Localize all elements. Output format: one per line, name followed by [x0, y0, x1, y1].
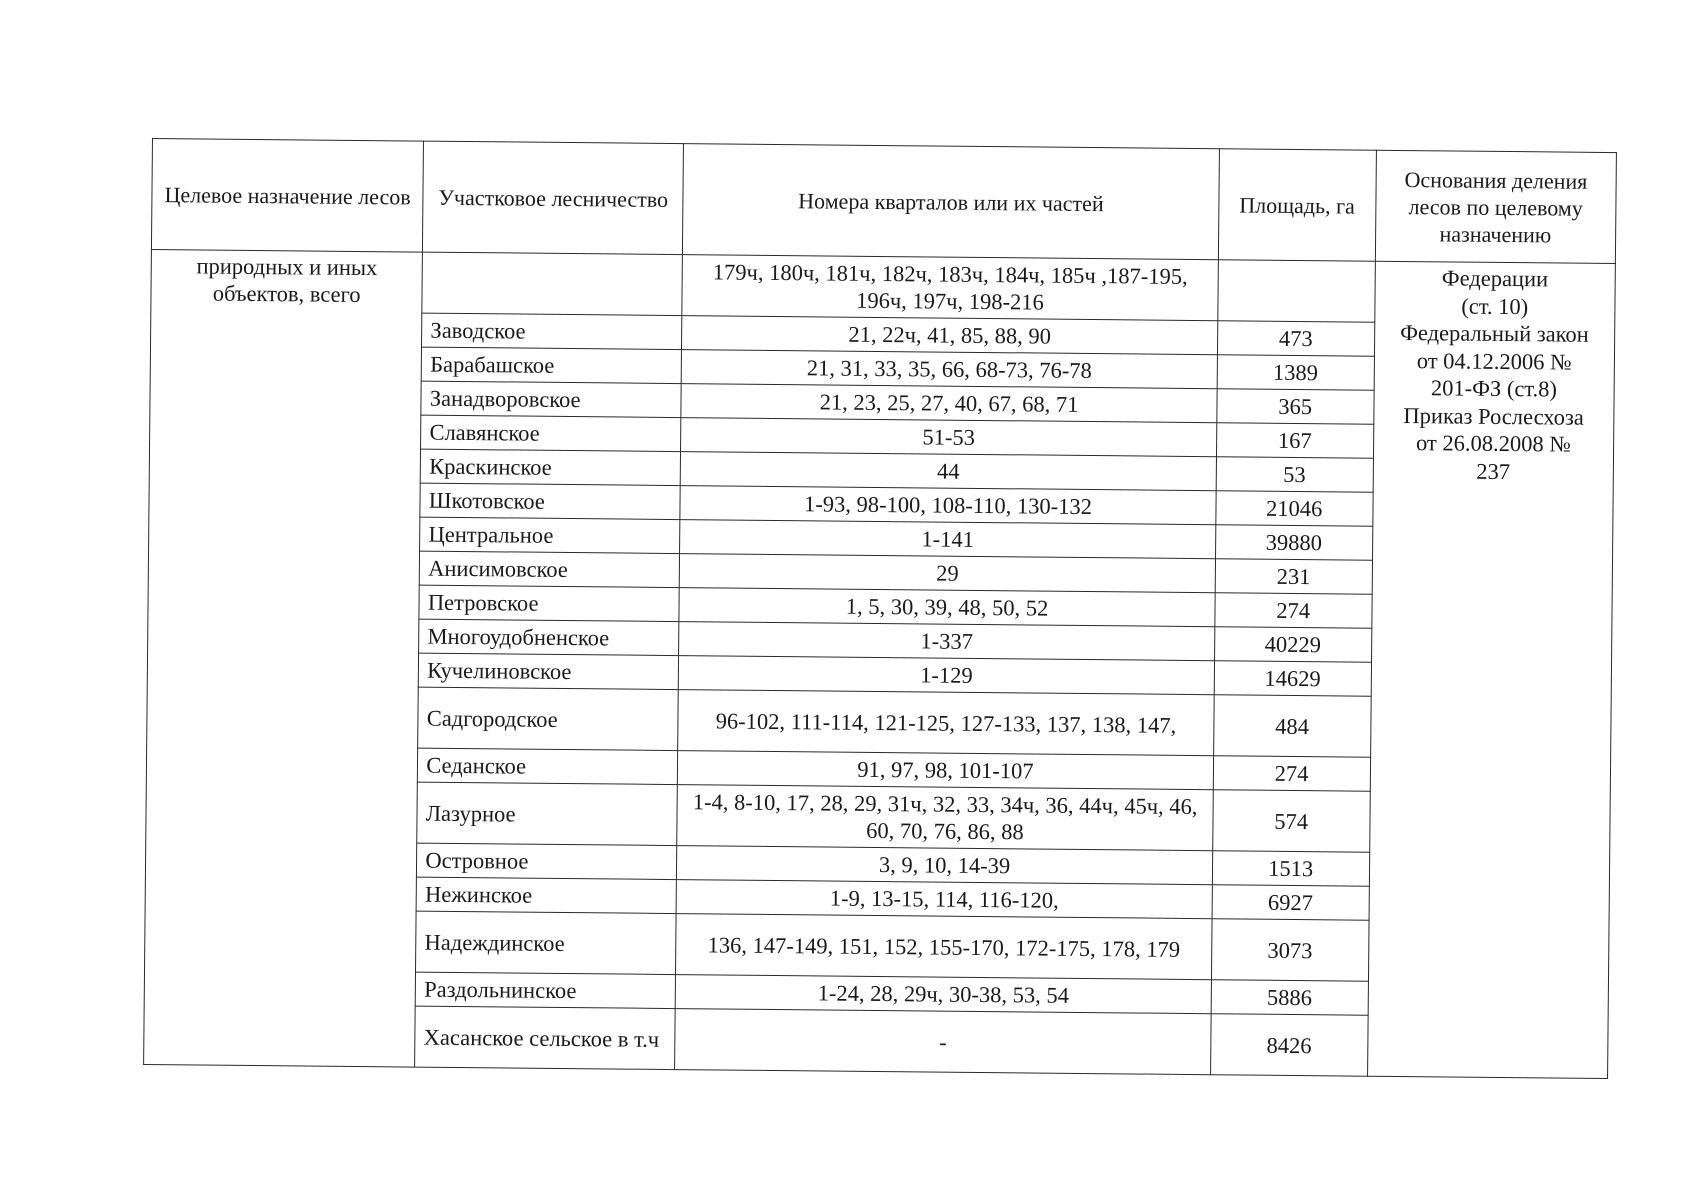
area-cell: 274	[1215, 593, 1372, 629]
area-cell: 1513	[1212, 851, 1369, 887]
forestry-cell: Кучелиновское	[419, 653, 679, 689]
area-cell: 53	[1216, 457, 1373, 493]
quarters-cell: -	[675, 1009, 1211, 1075]
quarters-cell: 1-141	[680, 520, 1216, 559]
forestry-cell: Славянское	[421, 415, 681, 451]
forestry-cell: Шкотовское	[420, 483, 680, 519]
area-cell: 365	[1217, 389, 1374, 425]
area-cell: 3073	[1211, 919, 1368, 982]
area-cell: 473	[1217, 321, 1374, 357]
basis-line: Федерации	[1441, 265, 1549, 292]
forestry-cell: Занадворовское	[421, 381, 681, 417]
forest-purpose-table	[143, 138, 1617, 1079]
basis-cell	[1367, 261, 1615, 1078]
quarters-cell: 29	[680, 554, 1216, 593]
quarters-cell: 1-4, 8-10, 17, 28, 29, 31ч, 32, 33, 34ч, 36, 44ч, 45ч, 46, 60, 70, 76, 86, 88	[677, 785, 1213, 851]
header-area: Площадь, га	[1218, 149, 1376, 262]
quarters-cell: 136, 147-149, 151, 152, 155-170, 172-175, 178, 179	[676, 914, 1212, 980]
basis-line: 201-ФЗ (ст.8)	[1430, 375, 1558, 402]
basis-line: Федеральный закон	[1400, 319, 1589, 347]
area-cell: 5886	[1211, 980, 1368, 1016]
quarters-cell: 179ч, 180ч, 181ч, 182ч, 183ч, 184ч, 185ч ,187-195, 196ч, 197ч, 198-216	[682, 255, 1218, 321]
header-basis: Основания деления лесов по целевому назначению	[1375, 150, 1616, 263]
table-body	[144, 249, 1616, 1078]
forestry-cell: Многоудобненское	[419, 619, 679, 655]
area-cell: 21046	[1216, 491, 1373, 527]
forest-purpose-table-wrapper	[143, 138, 1617, 1079]
header-purpose: Целевое назначение лесов	[151, 139, 423, 253]
quarters-cell: 21, 22ч, 41, 85, 88, 90	[682, 316, 1218, 355]
forestry-cell: Раздольнинское	[416, 972, 676, 1008]
area-cell: 484	[1213, 695, 1370, 758]
quarters-cell: 91, 97, 98, 101-107	[678, 751, 1214, 790]
area-cell: 40229	[1214, 627, 1371, 663]
header-forestry: Участковое лесничество	[423, 141, 684, 254]
quarters-cell: 96-102, 111-114, 121-125, 127-133, 137, 138, 147,	[678, 690, 1214, 756]
area-cell: 274	[1213, 756, 1370, 792]
forestry-cell	[422, 252, 683, 315]
basis-line: (ст. 10)	[1461, 293, 1529, 319]
forestry-cell: Островное	[417, 843, 677, 879]
forestry-cell: Садгородское	[418, 687, 679, 750]
quarters-cell: 3, 9, 10, 14-39	[677, 846, 1213, 885]
forestry-cell: Нежинское	[416, 877, 676, 913]
forestry-cell: Надеждинское	[416, 911, 677, 974]
table-header-row	[151, 139, 1616, 264]
area-cell: 1389	[1217, 355, 1374, 391]
table-row	[151, 249, 1616, 324]
area-cell: 14629	[1214, 661, 1371, 697]
forestry-cell: Седанское	[418, 748, 678, 784]
quarters-cell: 1-24, 28, 29ч, 30-38, 53, 54	[675, 975, 1211, 1014]
area-cell: 39880	[1215, 525, 1372, 561]
quarters-cell: 44	[681, 452, 1217, 491]
basis-line: 237	[1476, 458, 1511, 484]
forestry-cell: Центральное	[420, 517, 680, 553]
quarters-cell: 21, 31, 33, 35, 66, 68-73, 76-78	[681, 350, 1217, 389]
forestry-cell: Петровское	[419, 585, 679, 621]
basis-line: Приказ Рослесхоза	[1403, 402, 1584, 430]
area-cell: 231	[1215, 559, 1372, 595]
quarters-cell: 1-129	[679, 656, 1215, 695]
basis-line: от 04.12.2006 №	[1416, 347, 1572, 375]
forestry-cell: Краскинское	[421, 449, 681, 485]
quarters-cell: 51-53	[681, 418, 1217, 457]
quarters-cell: 1-337	[679, 622, 1215, 661]
forestry-cell: Барабашское	[422, 347, 682, 383]
forestry-cell: Лазурное	[417, 782, 678, 845]
forestry-cell: Анисимовское	[420, 551, 680, 587]
forestry-cell: Заводское	[422, 313, 682, 349]
quarters-cell: 1-93, 98-100, 108-110, 130-132	[680, 486, 1216, 525]
purpose-cell: природных и иных объектов, всего	[144, 249, 423, 1067]
area-cell: 167	[1216, 423, 1373, 459]
quarters-cell: 1-9, 13-15, 114, 116-120,	[676, 880, 1212, 919]
area-cell: 574	[1212, 790, 1369, 853]
area-cell: 8426	[1210, 1014, 1367, 1077]
area-cell	[1218, 260, 1375, 323]
basis-line: от 26.08.2008 №	[1415, 430, 1571, 457]
quarters-cell: 1, 5, 30, 39, 48, 50, 52	[679, 588, 1215, 627]
quarters-cell: 21, 23, 25, 27, 40, 67, 68, 71	[681, 384, 1217, 423]
forestry-cell: Хасанское сельское в т.ч	[415, 1006, 676, 1069]
header-quarters: Номера кварталов или их частей	[683, 144, 1219, 260]
area-cell: 6927	[1212, 885, 1369, 921]
